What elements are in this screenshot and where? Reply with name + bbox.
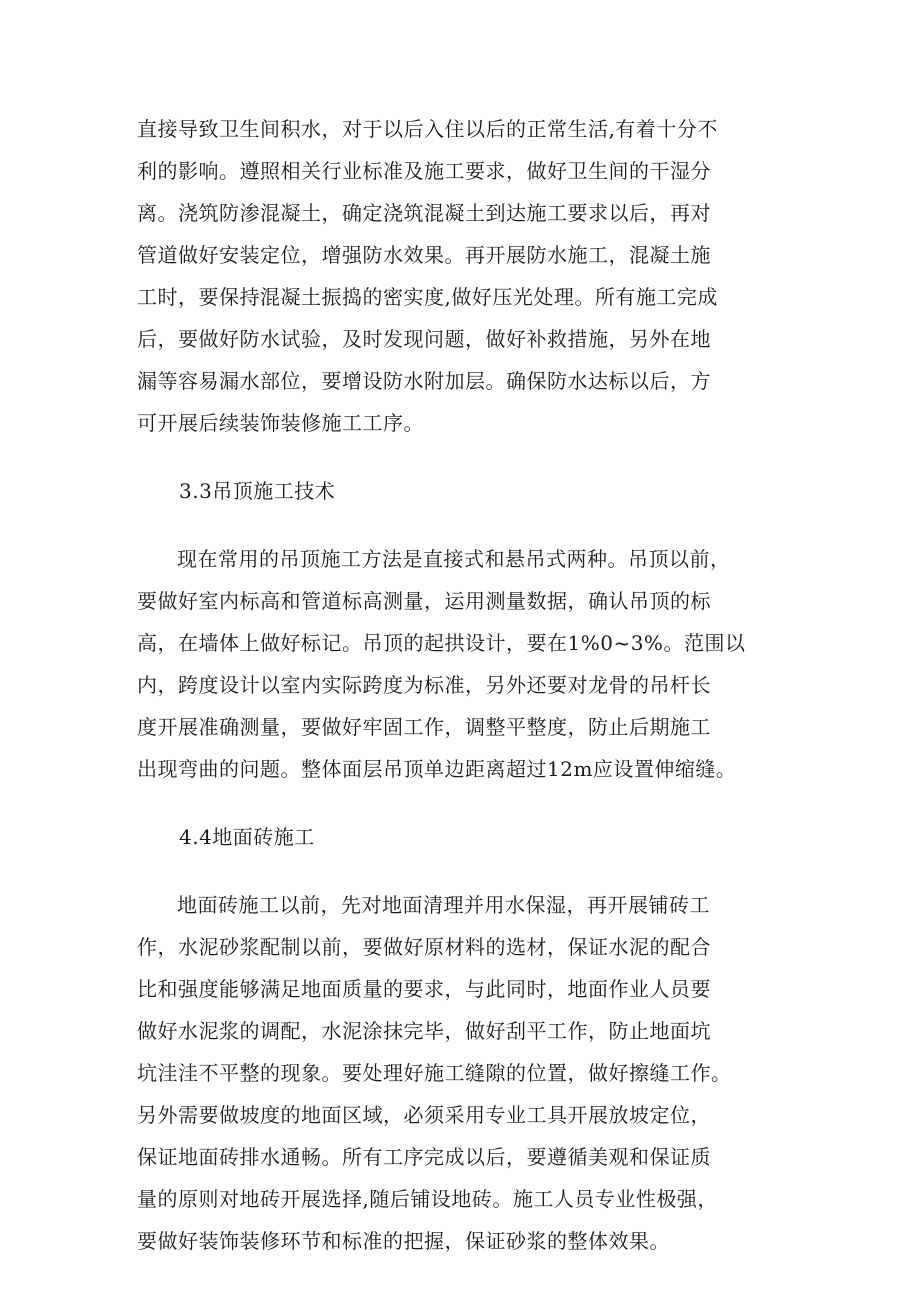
text-line: 直接导致卫生间积水，对于以后入住以后的正常生活,有着十分不 xyxy=(137,117,718,141)
text-line: 另外需要做坡度的地面区域，必须采用专业工具开展放坡定位， xyxy=(137,1103,711,1127)
text-line: 工时，要保持混凝土振捣的密实度,做好压光处理。所有施工完成 xyxy=(137,285,718,309)
text-line: 度开展准确测量，要做好牢固工作，调整平整度，防止后期施工 xyxy=(137,715,711,739)
text-line: 利的影响。遵照相关行业标准及施工要求，做好卫生间的干湿分 xyxy=(137,159,711,183)
paragraph-spacer xyxy=(137,858,797,884)
text-line: 做好水泥浆的调配，水泥涂抹完毕，做好刮平工作，防止地面坑 xyxy=(137,1019,711,1043)
text-line: 漏等容易漏水部位，要增设防水附加层。确保防水达标以后，方 xyxy=(137,369,711,393)
text-line: 现在常用的吊顶施工方法是直接式和悬吊式两种。吊顶以前， xyxy=(177,547,731,571)
text-line: 保证地面砖排水通畅。所有工序完成以后，要遵循美观和保证质 xyxy=(137,1145,711,1169)
section-heading-3-3: 3.3吊顶施工技术 xyxy=(179,479,336,503)
text-line: 地面砖施工以前，先对地面清理并用水保湿，再开展铺砖工 xyxy=(177,893,710,917)
paragraph-spacer xyxy=(137,790,797,816)
text-line: 要做好室内标高和管道标高测量，运用测量数据，确认吊顶的标 xyxy=(137,589,711,613)
paragraph-spacer xyxy=(137,512,797,538)
text-line: 内，跨度设计以室内实际跨度为标准，另外还要对龙骨的吊杆长 xyxy=(137,673,711,697)
document-body xyxy=(137,108,797,1262)
paragraph-ceiling xyxy=(137,538,797,790)
text-line: 要做好装饰装修环节和标准的把握，保证砂浆的整体效果。 xyxy=(137,1229,670,1253)
text-line: 管道做好安装定位，增强防水效果。再开展防水施工，混凝土施 xyxy=(137,243,711,267)
text-line: 可开展后续装饰装修施工工序。 xyxy=(137,411,424,435)
text-line: 离。浇筑防渗混凝土，确定浇筑混凝土到达施工要求以后，再对 xyxy=(137,201,711,225)
text-line: 作，水泥砂浆配制以前，要做好原材料的选材，保证水泥的配合 xyxy=(137,935,711,959)
text-line: 比和强度能够满足地面质量的要求，与此同时，地面作业人员要 xyxy=(137,977,711,1001)
text-line: 后，要做好防水试验，及时发现问题，做好补救措施，另外在地 xyxy=(137,327,711,351)
paragraph-floor-tile xyxy=(137,884,797,1262)
text-line: 出现弯曲的问题。整体面层吊顶单边距离超过12m应设置伸缩缝。 xyxy=(137,757,737,781)
text-line: 量的原则对地砖开展选择,随后铺设地砖。施工人员专业性极强， xyxy=(137,1187,718,1211)
section-heading-4-4: 4.4地面砖施工 xyxy=(179,825,315,849)
paragraph-spacer xyxy=(137,444,797,470)
paragraph-waterproofing xyxy=(137,108,797,444)
text-line: 高，在墙体上做好标记。吊顶的起拱设计，要在1%0~3%。范围以 xyxy=(137,631,746,655)
text-line: 坑洼洼不平整的现象。要处理好施工缝隙的位置，做好擦缝工作。 xyxy=(137,1061,732,1085)
